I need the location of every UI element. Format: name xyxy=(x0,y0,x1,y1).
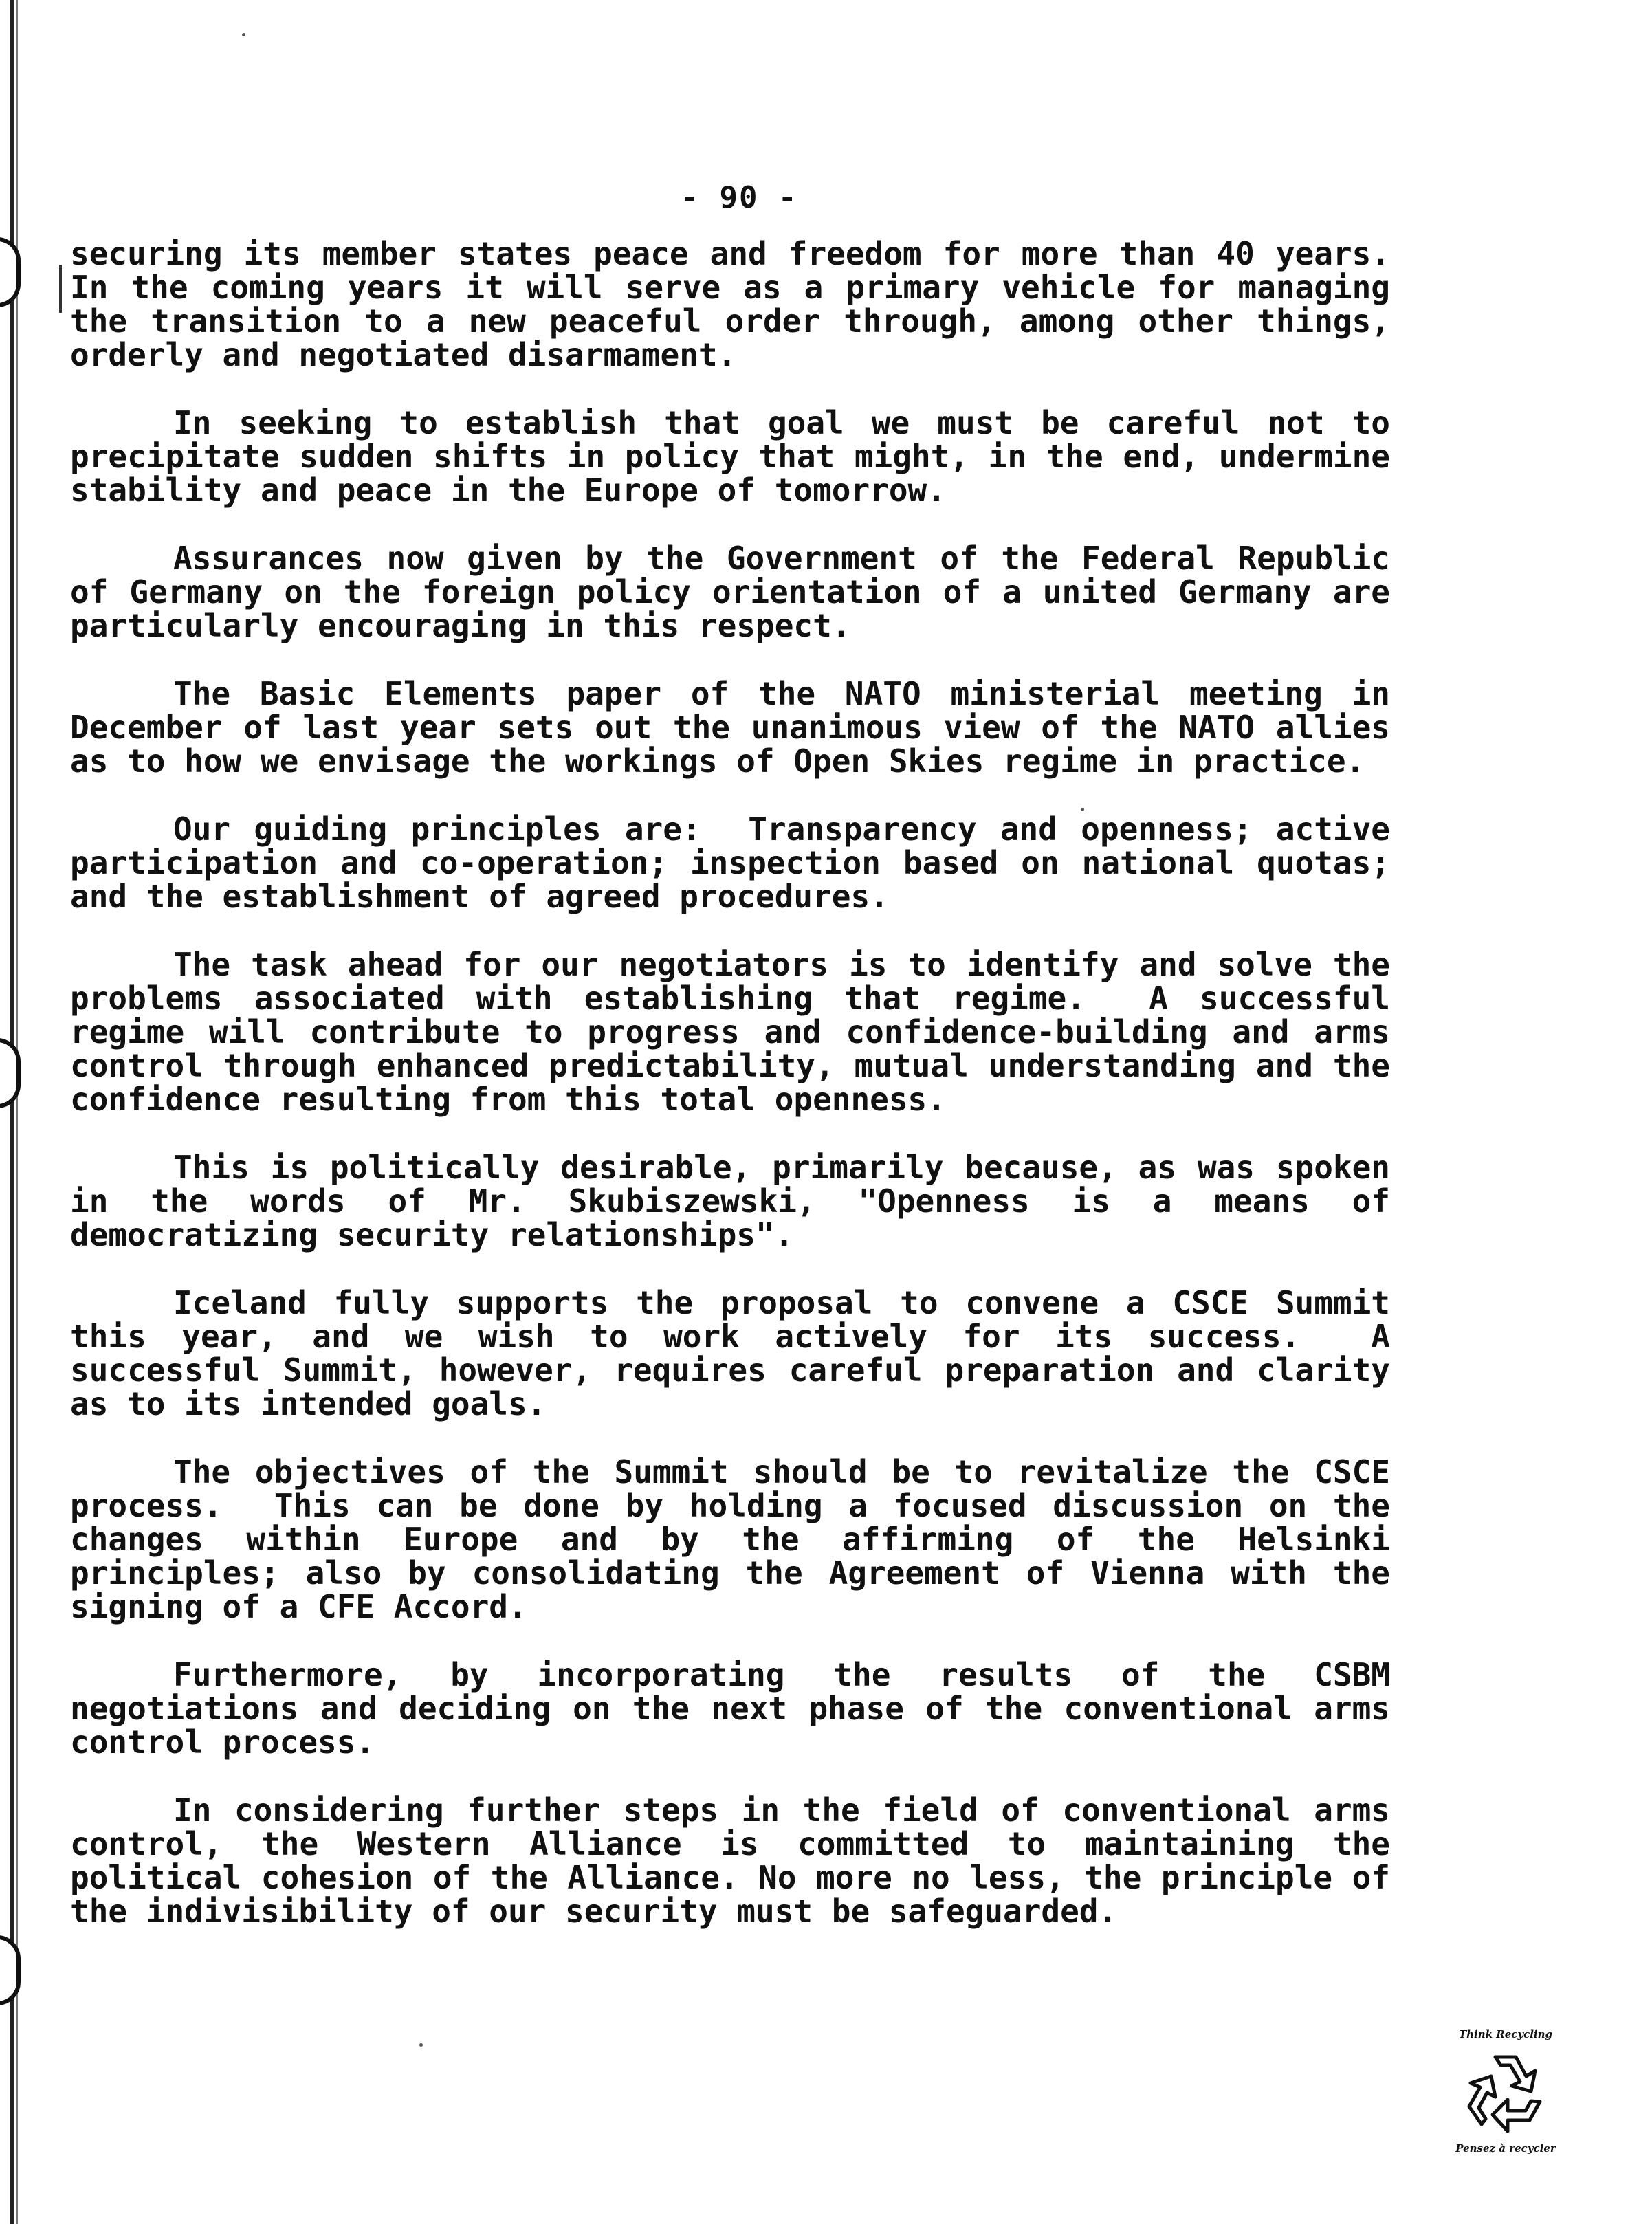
paragraph: In seeking to establish that goal we must be careful not to precipitate sudden shifts in policy that might, in the end, undermine stability and peace in the Europe of tomorrow. xyxy=(70,404,1409,509)
page-binding-edge xyxy=(10,0,14,2224)
recycle-icon xyxy=(1454,2043,1557,2139)
paragraph: securing its member states peace and freedom for more than 40 years. In the coming years it will serve as a primary vehicle for managing the transition to a new peaceful order through, among other things, orderly and negotiated disarmament. xyxy=(70,235,1429,373)
recycle-logo-top-text: Think Recycling xyxy=(1458,2028,1553,2040)
paragraph: This is politically desirable, primarily because, as was spoken in the words of Mr. Skubiszewski, "Openness is a means of democratizing security relationships". xyxy=(70,1149,1409,1253)
paragraph: In considering further steps in the field of conventional arms control, the Western Alliance is committed to maintaining the political cohesion of the Alliance. No more no less, the principle of the indivisibility of our security must be safeguarded. xyxy=(70,1792,1409,1930)
paragraph: Our guiding principles are: Transparency and openness; active participation and co-operation; inspection based on national quotas; and the establishment of agreed procedures. xyxy=(70,811,1409,915)
paragraph: Furthermore, by incorporating the results of the CSBM negotiations and deciding on the next phase of the conventional arms control process. xyxy=(70,1656,1409,1761)
paragraph: The Basic Elements paper of the NATO ministerial meeting in December of last year sets out the unanimous view of the NATO allies as to how we envisage the workings of Open Skies regime in practice. xyxy=(70,675,1409,780)
page-binding-edge-inner xyxy=(16,0,18,2224)
margin-mark xyxy=(59,265,62,313)
paragraph: The task ahead for our negotiators is to identify and solve the problems associated with establishing that regime. A successful regime will contribute to progress and confidence-building and arms control through enhanced predictability, mutual understanding and the confidence resulting from this total openness. xyxy=(70,946,1409,1118)
paragraph: Assurances now given by the Government of the Federal Republic of Germany on the foreign policy orientation of a united Germany are particularly encouraging in this respect. xyxy=(70,540,1409,644)
recycle-logo-bottom-text: Pensez à recycler xyxy=(1455,2142,1556,2155)
paragraph: The objectives of the Summit should be to revitalize the CSCE process. This can be done by holding a focused discussion on the changes within Europe and by the affirming of the Helsinki principles; also by consolidating the Agreement of Vienna with the signing of a CFE Accord. xyxy=(70,1453,1409,1625)
paragraph: Iceland fully supports the proposal to convene a CSCE Summit this year, and we wish to work actively for its success. A successful Summit, however, requires careful preparation and clarity as to its intended goals. xyxy=(70,1284,1409,1422)
recycle-logo xyxy=(1444,2028,1567,2166)
scan-speck xyxy=(242,33,245,36)
page-number: - 90 - xyxy=(680,180,798,215)
scan-speck xyxy=(419,2043,423,2047)
document-body xyxy=(70,235,1429,1963)
